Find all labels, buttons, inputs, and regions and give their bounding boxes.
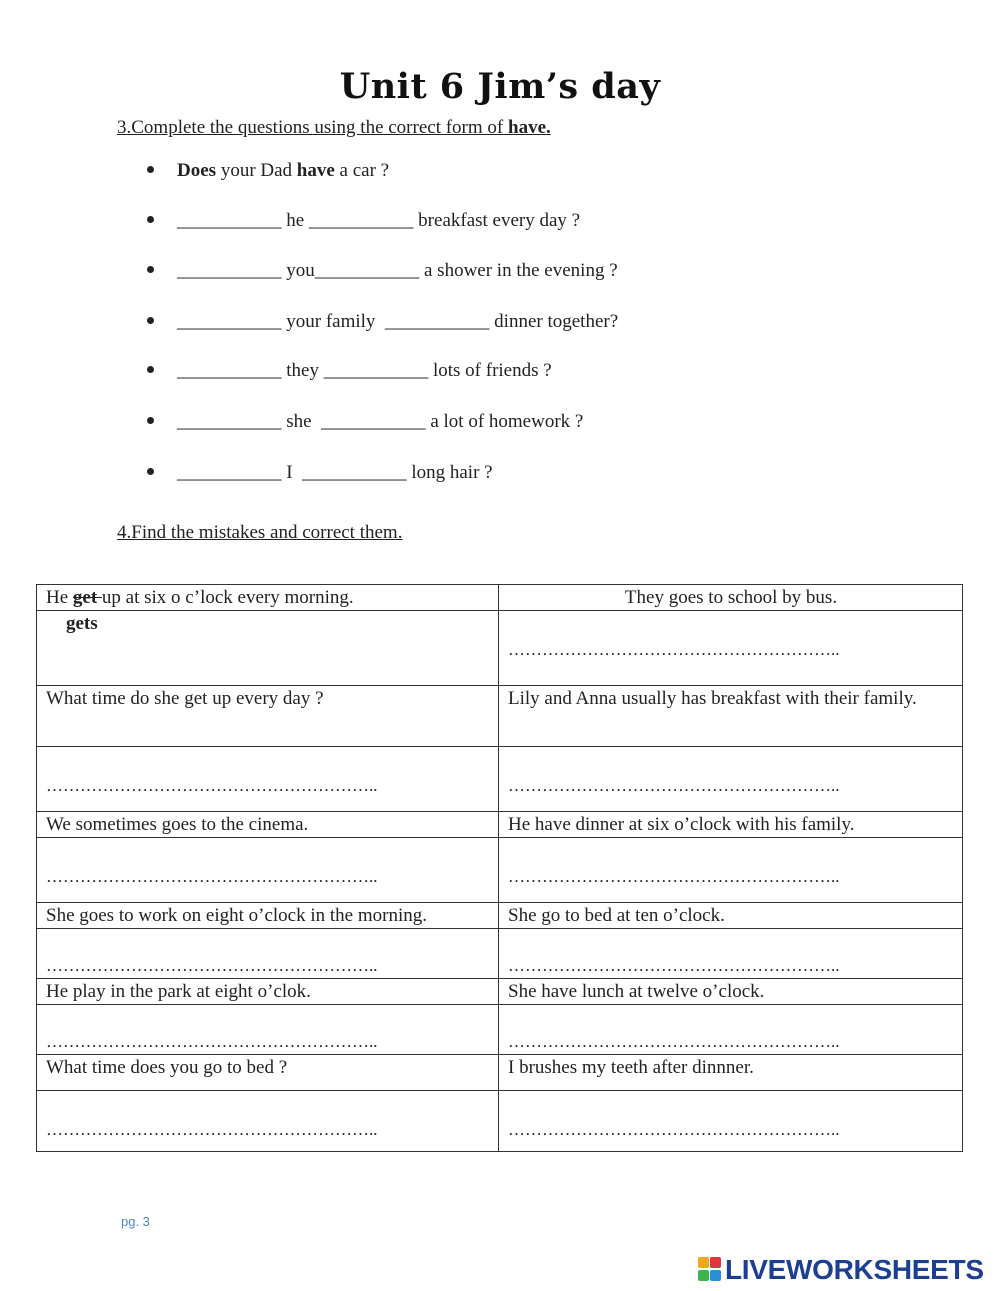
answer-cell[interactable] bbox=[499, 611, 963, 686]
answer-dots: ………………………………………………….. bbox=[46, 956, 378, 975]
question-text: ___________ he ___________ breakfast every day ? bbox=[177, 210, 581, 231]
section-4-heading: 4.Find the mistakes and correct them. bbox=[117, 522, 403, 543]
sentence-cell: I brushes my teeth after dinnner. bbox=[499, 1055, 963, 1091]
table-row bbox=[37, 929, 963, 979]
sentence-cell: He play in the park at eight o’clok. bbox=[37, 979, 499, 1005]
table-row bbox=[37, 979, 963, 1005]
question-item[interactable] bbox=[147, 462, 493, 528]
bullet-icon bbox=[147, 417, 154, 424]
struck-word: get bbox=[72, 587, 102, 608]
answer-dots: ………………………………………………….. bbox=[508, 1032, 840, 1051]
page-title: Unit 6 Jim’s day bbox=[339, 66, 661, 107]
logo-blocks-icon bbox=[698, 1257, 722, 1283]
example-end: a car ? bbox=[334, 160, 390, 181]
answer-dots: ………………………………………………….. bbox=[508, 776, 840, 795]
example-bold-does: Does bbox=[177, 160, 217, 181]
question-text: ___________ your family ___________ dinner together? bbox=[177, 311, 619, 332]
table-row bbox=[37, 812, 963, 838]
bullet-icon bbox=[147, 366, 154, 373]
sentence-cell: They goes to school by bus. bbox=[499, 585, 963, 611]
answer-cell[interactable] bbox=[499, 1091, 963, 1152]
sentence-cell: We sometimes goes to the cinema. bbox=[37, 812, 499, 838]
answer-cell bbox=[37, 611, 499, 686]
sentence-cell: What time does you go to bed ? bbox=[37, 1055, 499, 1091]
sentence-cell: He have dinner at six o’clock with his family. bbox=[499, 812, 963, 838]
answer-cell[interactable] bbox=[37, 838, 499, 903]
table-row bbox=[37, 1055, 963, 1091]
answer-dots: ………………………………………………….. bbox=[508, 956, 840, 975]
question-text: ___________ you___________ a shower in the evening ? bbox=[177, 260, 618, 281]
table-row bbox=[37, 611, 963, 686]
table-row bbox=[37, 903, 963, 929]
table-row bbox=[37, 1005, 963, 1055]
mistakes-table bbox=[36, 584, 963, 1152]
table-row bbox=[37, 838, 963, 903]
answer-dots: ………………………………………………….. bbox=[46, 867, 378, 886]
section-3-heading-text: 3.Complete the questions using the correct form of bbox=[117, 117, 508, 138]
sentence-cell: What time do she get up every day ? bbox=[37, 686, 499, 747]
table-row bbox=[37, 1091, 963, 1152]
bullet-icon bbox=[147, 468, 154, 475]
section-3-heading bbox=[117, 117, 551, 139]
table-row bbox=[37, 686, 963, 747]
answer-dots: ………………………………………………….. bbox=[508, 640, 840, 659]
example-bold-have: have bbox=[296, 160, 335, 181]
bullet-icon bbox=[147, 266, 154, 273]
liveworksheets-logo[interactable] bbox=[698, 1255, 984, 1285]
answer-cell[interactable] bbox=[499, 1005, 963, 1055]
answer-cell[interactable] bbox=[37, 1091, 499, 1152]
section-3-heading-bold: have. bbox=[508, 117, 551, 138]
answer-cell[interactable] bbox=[37, 747, 499, 812]
question-text: ___________ I ___________ long hair ? bbox=[177, 462, 493, 483]
sentence-cell: She go to bed at ten o’clock. bbox=[499, 903, 963, 929]
page-number: pg. 3 bbox=[121, 1214, 150, 1229]
sentence-cell bbox=[37, 585, 499, 611]
bullet-icon bbox=[147, 166, 154, 173]
answer-dots: ………………………………………………….. bbox=[46, 776, 378, 795]
question-text: ___________ she ___________ a lot of homework ? bbox=[177, 411, 584, 432]
answer-cell[interactable] bbox=[499, 929, 963, 979]
example-pre: He bbox=[46, 587, 73, 608]
example-mid: your Dad bbox=[216, 160, 297, 181]
question-text: ___________ they ___________ lots of friends ? bbox=[177, 360, 552, 381]
answer-dots: ………………………………………………….. bbox=[508, 1120, 840, 1139]
answer-dots: ………………………………………………….. bbox=[46, 1032, 378, 1051]
bullet-icon bbox=[147, 317, 154, 324]
answer-cell[interactable] bbox=[499, 838, 963, 903]
logo-text: LIVEWORKSHEETS bbox=[725, 1254, 984, 1285]
sentence-cell: Lily and Anna usually has breakfast with their family. bbox=[499, 686, 963, 747]
example-post: up at six o c’lock every morning. bbox=[101, 587, 354, 608]
bullet-icon bbox=[147, 216, 154, 223]
sentence-cell: She have lunch at twelve o’clock. bbox=[499, 979, 963, 1005]
answer-cell[interactable] bbox=[37, 1005, 499, 1055]
answer-cell[interactable] bbox=[37, 929, 499, 979]
table-row bbox=[37, 747, 963, 812]
answer-cell[interactable] bbox=[499, 747, 963, 812]
answer-dots: ………………………………………………….. bbox=[46, 1120, 378, 1139]
answer-dots: ………………………………………………….. bbox=[508, 867, 840, 886]
example-answer: gets bbox=[66, 613, 98, 634]
table-row bbox=[37, 585, 963, 611]
sentence-cell: She goes to work on eight o’clock in the morning. bbox=[37, 903, 499, 929]
